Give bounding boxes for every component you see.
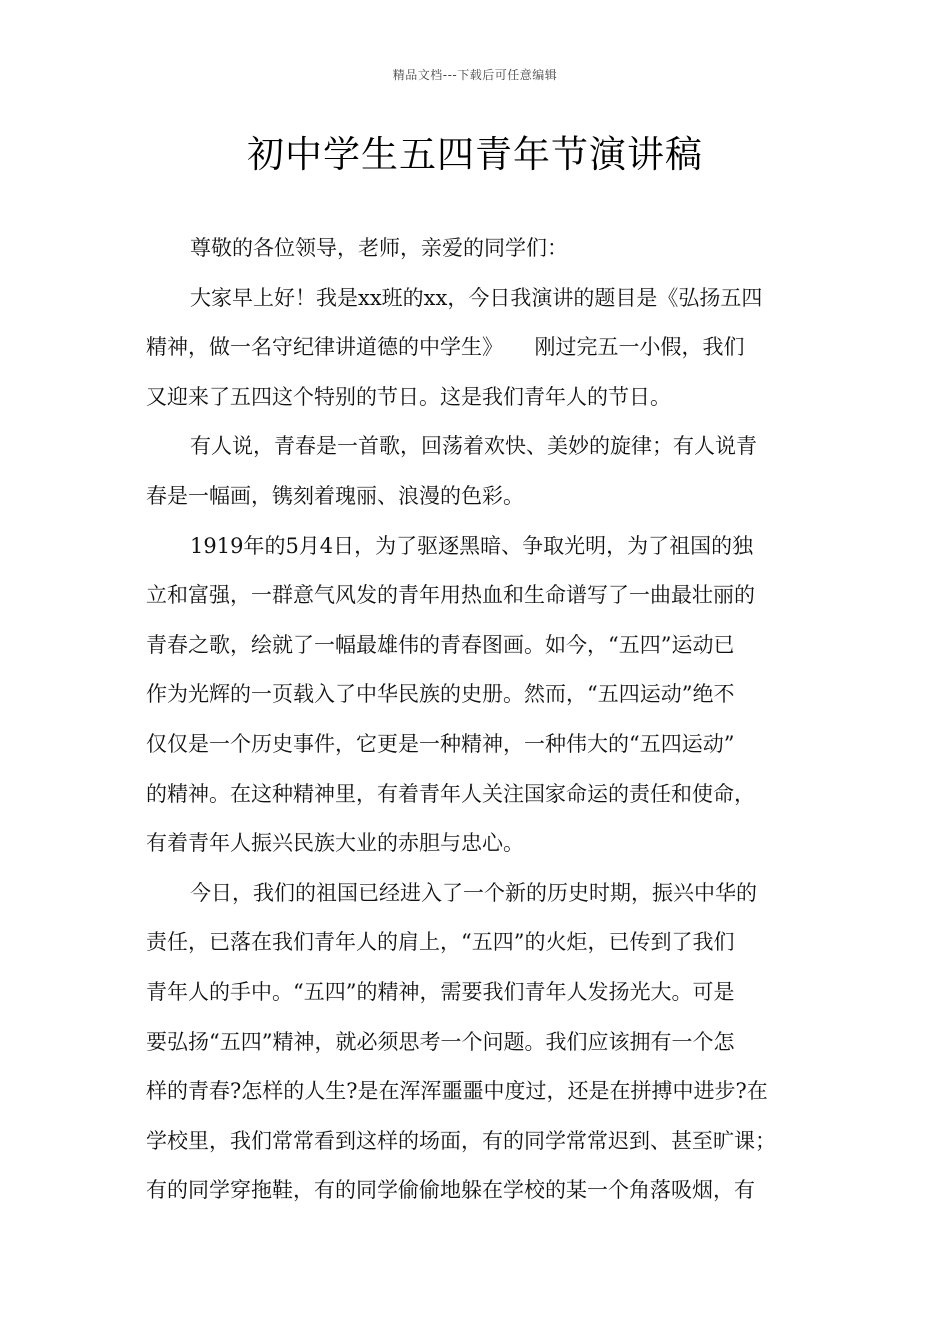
- body-line: 有着青年人振兴民族大业的赤胆与忠心。: [146, 831, 524, 856]
- document-title: 初中学生五四青年节演讲稿: [247, 133, 703, 176]
- body-line: 责任，已落在我们青年人的肩上，“五四”的火炬，已传到了我们: [146, 930, 735, 955]
- body-line: 立和富强，一群意气风发的青年用热血和生命谱写了一曲最壮丽的: [146, 583, 755, 608]
- body-line: 今日，我们的祖国已经进入了一个新的历史时期，振兴中华的: [190, 880, 757, 905]
- body-line: 尊敬的各位领导，老师，亲爱的同学们：: [190, 236, 568, 260]
- body-line: 有人说，青春是一首歌，回荡着欢快、美妙的旋律；有人说青: [190, 434, 757, 459]
- body-line: 样的青春?怎样的人生?是在浑浑噩噩中度过，还是在拼搏中进步?在: [146, 1079, 768, 1104]
- header-note: 精品文档---下载后可任意编辑: [392, 68, 558, 82]
- document-body: [146, 224, 822, 1216]
- body-line: 仅仅是一个历史事件，它更是一种精神，一种伟大的“五四运动”: [146, 731, 735, 756]
- body-line: 要弘扬“五四”精神，就必须思考一个问题。我们应该拥有一个怎: [146, 1029, 735, 1054]
- body-line: 学校里，我们常常看到这样的场面，有的同学常常迟到、甚至旷课；: [146, 1128, 776, 1153]
- body-line: 的精神。在这种精神里，有着青年人关注国家命运的责任和使命，: [146, 781, 755, 806]
- body-line: 春是一幅画，镌刻着瑰丽、浪漫的色彩。: [146, 483, 524, 508]
- body-line: 有的同学穿拖鞋，有的同学偷偷地躲在学校的某一个角落吸烟，有: [146, 1178, 755, 1203]
- body-line: 青春之歌，绘就了一幅最雄伟的青春图画。如今，“五四”运动已: [146, 632, 735, 657]
- body-line: 1919年的5月4日，为了驱逐黑暗、争取光明，为了祖国的独: [190, 533, 754, 558]
- body-line: 精神，做一名守纪律讲道德的中学生》 刚过完五一小假，我们: [146, 335, 745, 360]
- body-line: 作为光辉的一页载入了中华民族的史册。然而，“五四运动”绝不: [146, 682, 735, 707]
- body-line: 大家早上好！我是xx班的xx，今日我演讲的题目是《弘扬五四: [190, 285, 763, 310]
- body-line: 青年人的手中。“五四”的精神，需要我们青年人发扬光大。可是: [146, 979, 735, 1004]
- body-line: 又迎来了五四这个特别的节日。这是我们青年人的节日。: [146, 384, 671, 409]
